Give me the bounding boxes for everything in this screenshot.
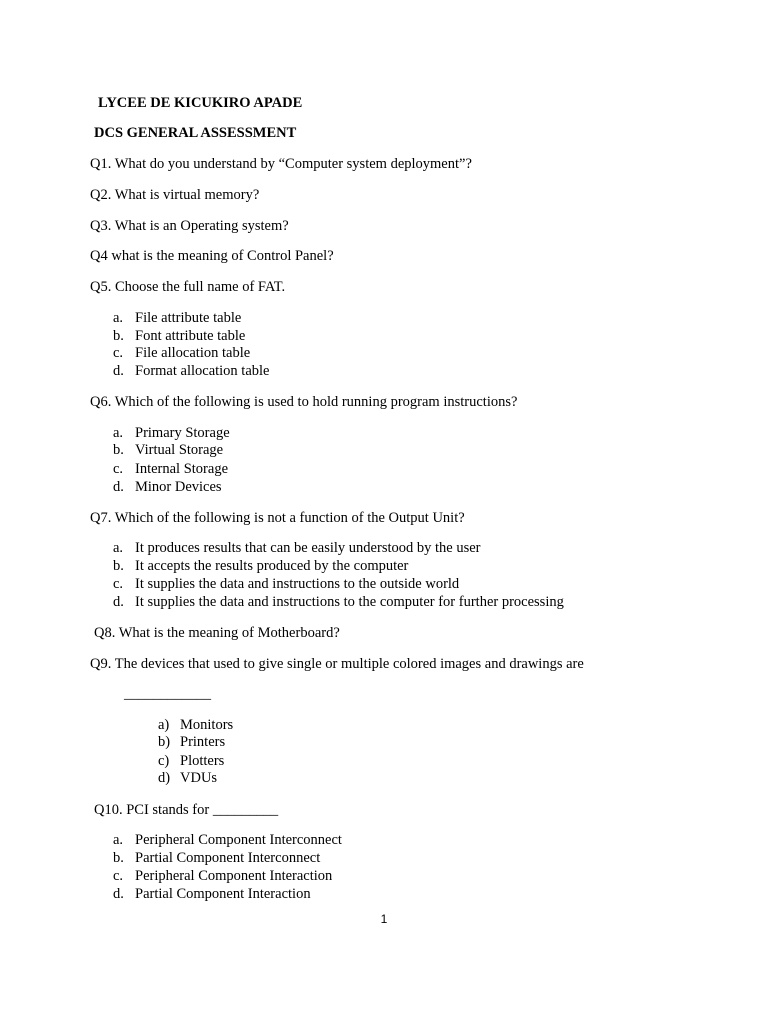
option-text: It produces results that can be easily understood by the user: [135, 540, 481, 556]
option-marker: d): [158, 770, 171, 786]
option-marker: b.: [113, 328, 124, 344]
option-text: Format allocation table: [135, 363, 270, 379]
option-marker: c.: [113, 461, 124, 477]
question-10: Q10. PCI stands for _________: [94, 802, 279, 818]
option-text: It supplies the data and instructions to the computer for further processing: [135, 594, 564, 610]
q5-option-d: [113, 362, 270, 380]
option-text: Monitors: [180, 717, 234, 733]
option-text: Peripheral Component Interaction: [135, 868, 333, 884]
option-text: Primary Storage: [135, 425, 230, 441]
q7-option-b: [113, 557, 408, 575]
q7-option-d: [113, 593, 564, 611]
q10-option-c: [113, 867, 332, 885]
q9-option-b: [158, 733, 225, 751]
option-marker: a): [158, 717, 170, 733]
option-text: Internal Storage: [135, 461, 229, 477]
option-marker: d.: [113, 479, 124, 495]
option-text: Font attribute table: [135, 328, 246, 344]
question-3: Q3. What is an Operating system?: [90, 218, 289, 234]
option-marker: c.: [113, 576, 124, 592]
option-text: Printers: [180, 734, 226, 750]
option-marker: b.: [113, 850, 124, 866]
option-text: Plotters: [180, 753, 225, 769]
q6-option-b: [113, 441, 223, 459]
q6-option-d: [113, 478, 222, 496]
school-name: LYCEE DE KICUKIRO APADE: [98, 95, 303, 111]
question-2: Q2. What is virtual memory?: [90, 187, 260, 203]
option-text: It accepts the results produced by the computer: [135, 558, 409, 574]
q5-option-b: [113, 327, 245, 345]
q5-option-a: [113, 309, 241, 327]
q7-option-c: [113, 575, 459, 593]
page-number: 1: [380, 912, 388, 926]
option-text: Partial Component Interaction: [135, 886, 311, 902]
option-marker: a.: [113, 832, 124, 848]
assessment-title: DCS GENERAL ASSESSMENT: [94, 125, 297, 141]
option-text: Virtual Storage: [135, 442, 224, 458]
option-marker: d.: [113, 886, 124, 902]
option-text: Minor Devices: [135, 479, 222, 495]
option-text: File allocation table: [135, 345, 251, 361]
option-marker: a.: [113, 540, 124, 556]
option-marker: c.: [113, 868, 124, 884]
option-marker: c): [158, 753, 170, 769]
option-marker: b.: [113, 558, 124, 574]
q5-option-c: [113, 344, 250, 362]
option-marker: a.: [113, 425, 124, 441]
option-text: File attribute table: [135, 310, 242, 326]
option-marker: d.: [113, 363, 124, 379]
option-text: Peripheral Component Interconnect: [135, 832, 342, 848]
question-7: Q7. Which of the following is not a function of the Output Unit?: [90, 510, 465, 526]
q10-option-d: [113, 885, 311, 903]
question-4: Q4 what is the meaning of Control Panel?: [90, 248, 334, 264]
option-text: VDUs: [180, 770, 218, 786]
option-marker: d.: [113, 594, 124, 610]
q10-option-a: [113, 831, 342, 849]
q6-option-a: [113, 424, 230, 442]
q10-option-b: [113, 849, 320, 867]
q9-option-d: [158, 769, 217, 787]
q9-option-a: [158, 716, 233, 734]
option-marker: a.: [113, 310, 124, 326]
q6-option-c: [113, 460, 228, 478]
option-text: It supplies the data and instructions to the outside world: [135, 576, 460, 592]
question-1: Q1. What do you understand by “Computer system deployment”?: [90, 156, 472, 172]
q9-option-c: [158, 752, 224, 770]
question-8: Q8. What is the meaning of Motherboard?: [94, 625, 340, 641]
option-marker: c.: [113, 345, 124, 361]
question-9: Q9. The devices that used to give single or multiple colored images and drawings are: [90, 656, 584, 672]
option-marker: b): [158, 734, 171, 750]
question-5: Q5. Choose the full name of FAT.: [90, 279, 286, 295]
option-marker: b.: [113, 442, 124, 458]
option-text: Partial Component Interconnect: [135, 850, 321, 866]
question-6: Q6. Which of the following is used to hold running program instructions?: [90, 394, 518, 410]
q7-option-a: [113, 539, 481, 557]
q9-answer-blank: ____________: [124, 686, 211, 702]
